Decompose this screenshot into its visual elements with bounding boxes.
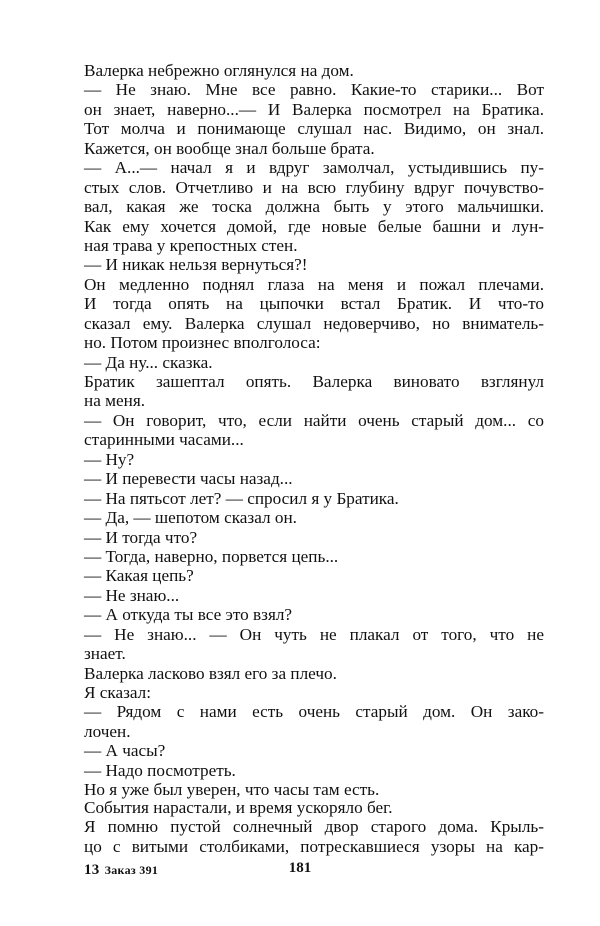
text-line: — Надо посмотреть. xyxy=(84,760,236,780)
order-label: Заказ 391 xyxy=(104,863,159,877)
text-line: И тогда опять на цыпочки встал Братик. И что-то xyxy=(84,294,544,314)
text-line: — Он говорит, что, если найти очень старый дом... со xyxy=(84,410,544,430)
printer-signature xyxy=(84,862,158,879)
text-line: но. Потом произнес вполголоса: xyxy=(84,333,321,353)
text-line: Валерка небрежно оглянулся на дом. xyxy=(84,61,354,80)
text-line: — А...— начал я и вдруг замолчал, устыдившись пу- xyxy=(84,158,544,178)
text-line: лочен. xyxy=(84,721,131,741)
text-line: — И перевести часы назад... xyxy=(84,469,293,489)
text-line: — Не знаю... xyxy=(84,585,180,605)
text-line: — А часы? xyxy=(84,741,166,761)
text-line: — Тогда, наверно, порвется цепь... xyxy=(84,546,339,566)
text-line: ная трава у крепостных стен. xyxy=(84,235,298,255)
text-line: Но я уже был уверен, что часы там есть. xyxy=(84,780,380,800)
text-line: — Да, — шепотом сказал он. xyxy=(84,508,297,528)
text-line: События нарастали, и время ускоряло бег. xyxy=(84,798,393,817)
text-line: Я сказал: xyxy=(84,683,152,702)
text-line: — Да ну... сказка. xyxy=(84,352,213,372)
text-line: — И тогда что? xyxy=(84,527,198,547)
text-line: Я помню пустой солнечный двор старого дома. Крыль- xyxy=(84,817,544,837)
text-line: Валерка ласково взял его за плечо. xyxy=(84,663,337,683)
text-line: Как ему хочется домой, где новые белые башни и лун- xyxy=(84,216,544,236)
text-line: на меня. xyxy=(84,391,146,411)
main-text-block xyxy=(84,61,544,800)
text-line: — Не знаю... — Он чуть не плакал от того, что не xyxy=(84,624,544,644)
text-line: — На пятьсот лет? — спросил я у Братика. xyxy=(84,488,399,508)
text-line: Братик зашептал опять. Валерка виновато взглянул xyxy=(84,372,544,391)
text-line: — И никак нельзя вернуться?! xyxy=(84,255,308,275)
sheet-number: 13 xyxy=(84,862,100,878)
text-line: вал, какая же тоска должна быть у этого мальчишки. xyxy=(84,197,544,217)
text-line: — Не знаю. Мне все равно. Какие-то старики... Вот xyxy=(84,80,544,100)
text-line: он знает, наверно...— И Валерка посмотрел на Братика. xyxy=(84,99,544,119)
text-line: сказал ему. Валерка слушал недоверчиво, но вниматель- xyxy=(84,313,544,333)
text-line: — Ну? xyxy=(84,449,135,469)
text-line: старинными часами... xyxy=(84,430,244,450)
text-line: Он медленно поднял глаза на меня и пожал плечами. xyxy=(84,274,544,294)
text-line: цо с витыми столбиками, потрескавшиеся узоры на кар- xyxy=(84,836,544,856)
text-line: Кажется, он вообще знал больше брата. xyxy=(84,138,375,158)
text-line: Тот молча и понимающе слушал нас. Видимо, он знал. xyxy=(84,119,544,139)
page-number: 181 xyxy=(288,860,312,876)
next-section-text xyxy=(84,798,544,856)
text-line: знает. xyxy=(84,644,126,664)
text-line: стых слов. Отчетливо и на всю глубину вдруг почувство- xyxy=(84,177,544,197)
text-line: — Какая цепь? xyxy=(84,566,194,586)
text-line: — Рядом с нами есть очень старый дом. Он зако- xyxy=(84,702,544,722)
text-line: — А откуда ты все это взял? xyxy=(84,605,293,625)
